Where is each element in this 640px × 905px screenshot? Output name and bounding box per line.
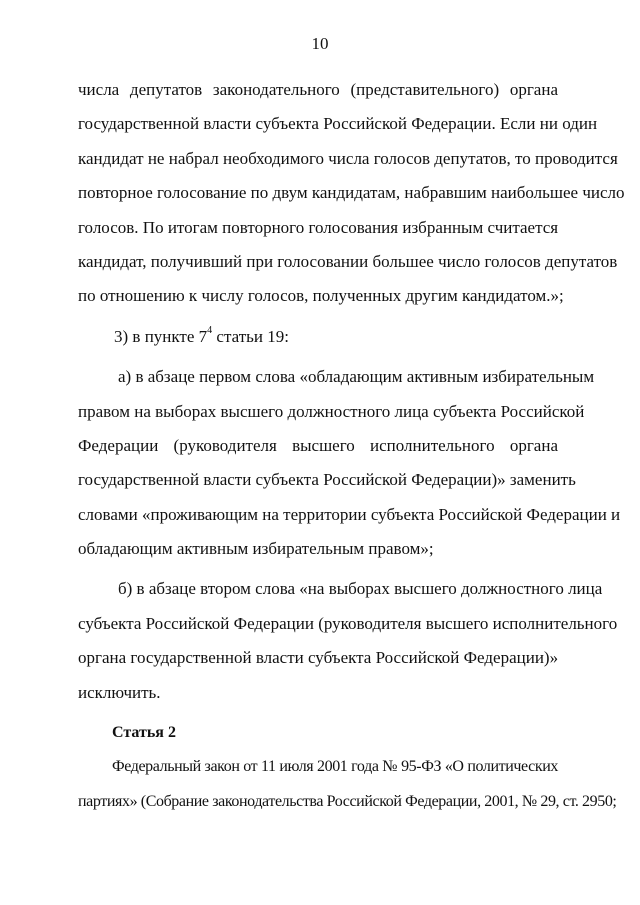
text-line: исключить.: [78, 682, 161, 702]
text-line: партиях» (Собрание законодательства Российской Федерации, 2001, № 29, ст. 2950;: [78, 792, 617, 810]
item-a-paragraph: [78, 360, 621, 566]
text-line: субъекта Российской Федерации (руководителя высшего исполнительного: [78, 613, 618, 633]
text-line: повторное голосование по двум кандидатам, набравшим наибольшее число: [78, 183, 625, 203]
text-line: государственной власти субъекта Российской Федерации. Если ни один: [78, 114, 598, 134]
article-heading: Статья 2: [112, 724, 176, 742]
paragraph-amendment-text: [78, 73, 625, 314]
text-line: а) в абзаце первом слова «обладающим активным избирательным: [118, 367, 595, 387]
text-line: Федерации (руководителя высшего исполнительного органа: [78, 435, 558, 455]
item-3-line: [78, 320, 558, 354]
item-b-paragraph: [78, 572, 618, 710]
text-line: правом на выборах высшего должностного лица субъекта Российской: [78, 401, 585, 421]
article-2-paragraph: [78, 750, 617, 819]
text-line: Федеральный закон от 11 июля 2001 года № 95-ФЗ «О политических: [112, 758, 558, 776]
text-line: кандидат не набрал необходимого числа голосов депутатов, то проводится: [78, 148, 618, 168]
text-line: голосов. По итогам повторного голосования избранным считается: [78, 217, 559, 237]
page-number: 10: [311, 34, 329, 53]
text-line: б) в абзаце втором слова «на выборах высшего должностного лица: [118, 579, 603, 599]
text-line: кандидат, получивший при голосовании большее число голосов депутатов: [78, 251, 618, 271]
text-line: словами «проживающим на территории субъекта Российской Федерации и: [78, 504, 621, 524]
text-line: государственной власти субъекта Российской Федерации)» заменить: [78, 470, 576, 490]
item-3-superscript: 4: [207, 325, 213, 337]
item-3-suffix: статьи 19:: [212, 326, 289, 346]
text-line: по отношению к числу голосов, полученных другим кандидатом.»;: [78, 286, 564, 306]
item-3-prefix: 3) в пункте 7: [114, 326, 208, 346]
text-line: обладающим активным избирательным правом»;: [78, 539, 434, 559]
text-line: числа депутатов законодательного (представительного) органа: [78, 80, 558, 99]
text-line: органа государственной власти субъекта Российской Федерации)»: [78, 648, 559, 668]
document-body: [78, 73, 625, 819]
